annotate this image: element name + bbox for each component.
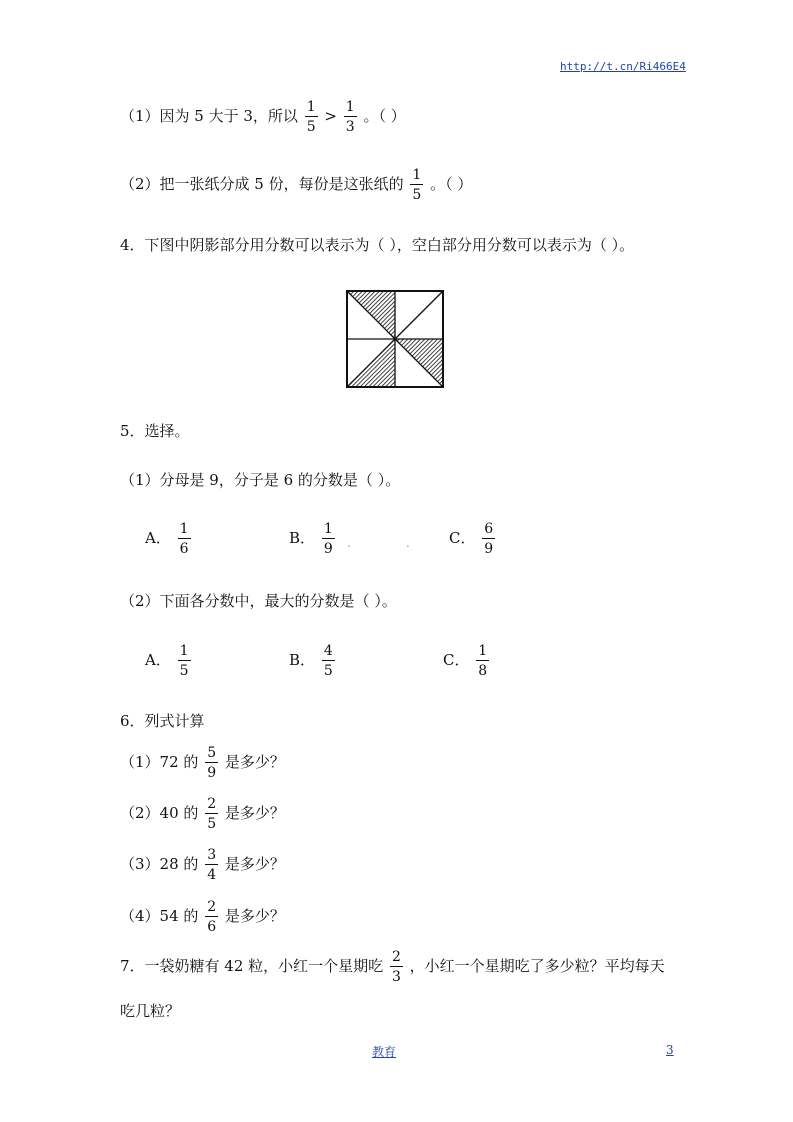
numerator: 5 xyxy=(207,745,217,761)
q6-item-1 xyxy=(120,746,285,780)
numerator: 1 xyxy=(179,521,189,537)
q6-item-prefix: （4）54 的 xyxy=(120,907,199,925)
q7-line-2-text: 吃几粒？ xyxy=(120,1002,181,1020)
q6-item-prefix: （2）40 的 xyxy=(120,804,199,822)
q5-sub-2-option-b xyxy=(289,644,337,678)
q7-line-2 xyxy=(120,1004,180,1019)
q6-item-3 xyxy=(120,848,285,882)
q5-sub-2 xyxy=(120,594,397,609)
q6-item-suffix: 是多少？ xyxy=(224,855,285,873)
numerator: 2 xyxy=(391,949,401,965)
q5-sub-1 xyxy=(120,473,400,488)
q3-item-1-prefix: （1）因为 5 大于 3，所以 xyxy=(120,107,298,125)
q3-item-2-prefix: （2）把一张纸分成 5 份，每份是这张纸的 xyxy=(120,175,404,193)
option-label: C． xyxy=(449,529,476,547)
fraction xyxy=(322,644,335,678)
q6-item-suffix: 是多少？ xyxy=(224,804,285,822)
denominator: 3 xyxy=(345,119,355,135)
option-label: B． xyxy=(289,529,316,547)
fraction xyxy=(476,644,489,678)
fraction xyxy=(344,100,357,134)
denominator: 6 xyxy=(207,919,217,935)
denominator: 8 xyxy=(478,663,488,679)
q6-item-prefix: （1）72 的 xyxy=(120,753,199,771)
denominator: 9 xyxy=(323,541,333,557)
fraction xyxy=(178,522,191,556)
fraction xyxy=(205,746,218,780)
q7-suffix: ，小红一个星期吃了多少粒？平均每天 xyxy=(409,957,665,975)
denominator: 5 xyxy=(306,119,316,135)
q6-title xyxy=(120,714,205,729)
denominator: 4 xyxy=(207,867,217,883)
numerator: 1 xyxy=(306,99,316,115)
numerator: 3 xyxy=(207,847,217,863)
q5-sub-1-option-c xyxy=(449,522,497,556)
numerator: 4 xyxy=(323,643,333,659)
fraction xyxy=(178,644,191,678)
denominator: 5 xyxy=(323,663,333,679)
q3-item-1-suffix: 。（ ） xyxy=(363,107,406,125)
q6-item-suffix: 是多少？ xyxy=(224,907,285,925)
q6-item-2 xyxy=(120,797,285,831)
q7-prefix: 7．一袋奶糖有 42 粒，小红一个星期吃 xyxy=(120,957,384,975)
denominator: 6 xyxy=(179,541,189,557)
denominator: 3 xyxy=(391,969,401,985)
fraction xyxy=(205,900,218,934)
q5-title-text: 5．选择。 xyxy=(120,422,190,440)
numerator: 1 xyxy=(179,643,189,659)
page-number: 3 xyxy=(666,1043,674,1057)
option-label: A． xyxy=(145,529,171,547)
fraction xyxy=(205,848,218,882)
q5-sub-1-option-b xyxy=(289,522,337,556)
q3-item-1 xyxy=(120,100,406,134)
q5-sub-2-option-a xyxy=(145,644,193,678)
q5-sub-1-option-a xyxy=(145,522,193,556)
option-label: A． xyxy=(145,651,171,669)
q5-sub-1-text: （1）分母是 9，分子是 6 的分数是（ ）。 xyxy=(120,471,401,489)
q6-item-suffix: 是多少？ xyxy=(224,753,285,771)
q5-sub-2-option-c xyxy=(443,644,491,678)
numerator: 1 xyxy=(323,521,333,537)
fraction xyxy=(482,522,495,556)
denominator: 9 xyxy=(484,541,494,557)
q4-text xyxy=(120,238,634,253)
stray-dot: . xyxy=(406,536,410,550)
fraction xyxy=(305,100,318,134)
denominator: 5 xyxy=(207,816,217,832)
numerator: 1 xyxy=(478,643,488,659)
fraction xyxy=(322,522,335,556)
q5-sub-2-text: （2）下面各分数中，最大的分数是（ ）。 xyxy=(120,592,397,610)
numerator: 6 xyxy=(484,521,494,537)
fraction xyxy=(390,950,403,984)
fraction xyxy=(410,168,423,202)
denominator: 9 xyxy=(207,765,217,781)
q4-text-content: 4．下图中阴影部分用分数可以表示为（ ），空白部分用分数可以表示为（ ）。 xyxy=(120,236,635,254)
fraction xyxy=(205,797,218,831)
q3-item-2-suffix: 。（ ） xyxy=(430,175,473,193)
q6-title-text: 6．列式计算 xyxy=(120,712,205,730)
stray-dot: . xyxy=(347,536,351,550)
numerator: 2 xyxy=(207,899,217,915)
option-label: C． xyxy=(443,651,470,669)
q3-item-2 xyxy=(120,168,472,202)
header-link[interactable]: http://t.cn/Ri466E4 xyxy=(560,60,686,73)
denominator: 5 xyxy=(412,187,422,203)
operator: > xyxy=(324,107,337,125)
numerator: 2 xyxy=(207,796,217,812)
numerator: 1 xyxy=(345,99,355,115)
numerator: 1 xyxy=(412,167,422,183)
q7-line-1 xyxy=(120,950,665,984)
q6-item-prefix: （3）28 的 xyxy=(120,855,199,873)
denominator: 5 xyxy=(179,663,189,679)
q5-title xyxy=(120,424,190,439)
footer-link[interactable]: 教育 xyxy=(372,1045,397,1059)
shaded-square-figure xyxy=(346,290,444,388)
option-label: B． xyxy=(289,651,316,669)
q6-item-4 xyxy=(120,900,285,934)
